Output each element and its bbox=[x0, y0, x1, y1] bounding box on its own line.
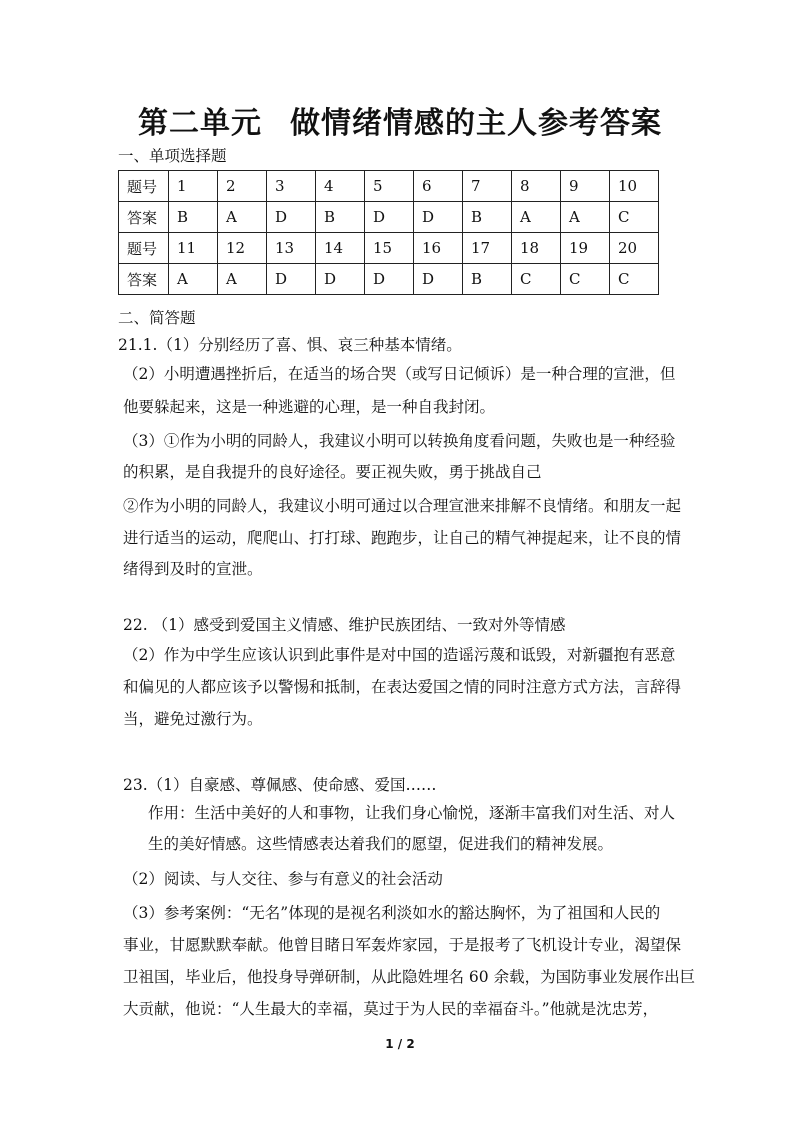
row-header: 题号 bbox=[119, 171, 169, 202]
table-cell: 2 bbox=[218, 171, 267, 202]
table-cell: 6 bbox=[414, 171, 463, 202]
table-cell: C bbox=[610, 202, 659, 233]
table-cell: D bbox=[414, 202, 463, 233]
q23-line: 23.（1）自豪感、尊佩感、使命感、爱国…… bbox=[123, 776, 437, 794]
table-cell: D bbox=[414, 264, 463, 295]
table-row bbox=[119, 171, 659, 202]
table-cell: B bbox=[463, 264, 512, 295]
q23-line: （3）参考案例：“无名”体现的是视名利淡如水的豁达胸怀，为了祖国和人民的 bbox=[123, 904, 661, 922]
table-cell: A bbox=[561, 202, 610, 233]
title-unit: 第二单元 bbox=[138, 106, 262, 141]
table-cell: D bbox=[365, 264, 414, 295]
q21-line: 21.1.（1）分别经历了喜、惧、哀三种基本情绪。 bbox=[118, 336, 462, 354]
q21-line: 绪得到及时的宣泄。 bbox=[123, 560, 263, 578]
q22-line: 当，避免过激行为。 bbox=[123, 710, 263, 728]
table-row bbox=[119, 233, 659, 264]
table-cell: 1 bbox=[169, 171, 218, 202]
table-cell: B bbox=[169, 202, 218, 233]
table-cell: A bbox=[169, 264, 218, 295]
q22-line: 和偏见的人都应该予以警惕和抵制，在表达爱国之情的同时注意方式方法，言辞得 bbox=[123, 678, 682, 696]
table-cell: D bbox=[267, 202, 316, 233]
title-text: 做情绪情感的主人参考答案 bbox=[290, 106, 662, 141]
table-cell: 16 bbox=[414, 233, 463, 264]
table-row bbox=[119, 202, 659, 233]
q23-line: 事业，甘愿默默奉献。他曾目睹日军轰炸家园，于是报考了飞机设计专业，渴望保 bbox=[123, 936, 682, 954]
q23-line: 作用：生活中美好的人和事物，让我们身心愉悦，逐渐丰富我们对生活、对人 bbox=[148, 804, 676, 822]
table-cell: D bbox=[267, 264, 316, 295]
table-cell: C bbox=[610, 264, 659, 295]
row-header: 答案 bbox=[119, 202, 169, 233]
table-cell: 15 bbox=[365, 233, 414, 264]
table-cell: C bbox=[561, 264, 610, 295]
table-cell: 5 bbox=[365, 171, 414, 202]
q23-line: 卫祖国，毕业后，他投身导弹研制，从此隐姓埋名 60 余载，为国防事业发展作出巨 bbox=[123, 968, 696, 986]
table-cell: B bbox=[463, 202, 512, 233]
q21-line: 他要躲起来，这是一种逃避的心理，是一种自我封闭。 bbox=[123, 398, 496, 416]
table-cell: A bbox=[218, 264, 267, 295]
q23-line: 生的美好情感。这些情感表达着我们的愿望，促进我们的精神发展。 bbox=[148, 835, 614, 853]
table-cell: 18 bbox=[512, 233, 561, 264]
table-cell: D bbox=[316, 264, 365, 295]
table-cell: D bbox=[365, 202, 414, 233]
table-cell: 12 bbox=[218, 233, 267, 264]
row-header: 答案 bbox=[119, 264, 169, 295]
q21-line: 进行适当的运动，爬爬山、打打球、跑跑步，让自己的精气神提起来，让不良的情 bbox=[123, 529, 682, 547]
table-cell: C bbox=[512, 264, 561, 295]
table-cell: A bbox=[512, 202, 561, 233]
q21-line: 的积累，是自我提升的良好途径。要正视失败，勇于挑战自己 bbox=[123, 463, 542, 481]
row-header: 题号 bbox=[119, 233, 169, 264]
q22-line: （2）作为中学生应该认识到此事件是对中国的造谣污蔑和诋毁，对新疆抱有恶意 bbox=[123, 646, 676, 664]
table-cell: 20 bbox=[610, 233, 659, 264]
q21-line: （2）小明遭遇挫折后，在适当的场合哭（或写日记倾诉）是一种合理的宣泄，但 bbox=[123, 365, 676, 383]
page-number: 1 / 2 bbox=[385, 1037, 415, 1051]
page-title bbox=[0, 98, 800, 142]
q22-line: 22. （1）感受到爱国主义情感、维护民族团结、一致对外等情感 bbox=[123, 616, 566, 634]
table-cell: 7 bbox=[463, 171, 512, 202]
section-heading-choice: 一、单项选择题 bbox=[118, 147, 227, 165]
table-cell: 3 bbox=[267, 171, 316, 202]
q23-line: （2）阅读、与人交往、参与有意义的社会活动 bbox=[123, 870, 443, 888]
table-cell: 13 bbox=[267, 233, 316, 264]
answer-table bbox=[118, 170, 659, 295]
table-cell: 14 bbox=[316, 233, 365, 264]
table-cell: B bbox=[316, 202, 365, 233]
q21-line: ②作为小明的同龄人，我建议小明可通过以合理宣泄来排解不良情绪。和朋友一起 bbox=[123, 497, 682, 515]
table-row bbox=[119, 264, 659, 295]
q21-line: （3）①作为小明的同龄人，我建议小明可以转换角度看问题，失败也是一种经验 bbox=[123, 432, 676, 450]
section-heading-short-answer: 二、简答题 bbox=[118, 309, 196, 327]
table-cell: 9 bbox=[561, 171, 610, 202]
table-cell: 11 bbox=[169, 233, 218, 264]
table-cell: 4 bbox=[316, 171, 365, 202]
table-cell: A bbox=[218, 202, 267, 233]
q23-line: 大贡献，他说：“人生最大的幸福，莫过于为人民的幸福奋斗。”他就是沈忠芳， bbox=[123, 1000, 659, 1018]
table-cell: 19 bbox=[561, 233, 610, 264]
table-cell: 17 bbox=[463, 233, 512, 264]
table-cell: 10 bbox=[610, 171, 659, 202]
table-cell: 8 bbox=[512, 171, 561, 202]
